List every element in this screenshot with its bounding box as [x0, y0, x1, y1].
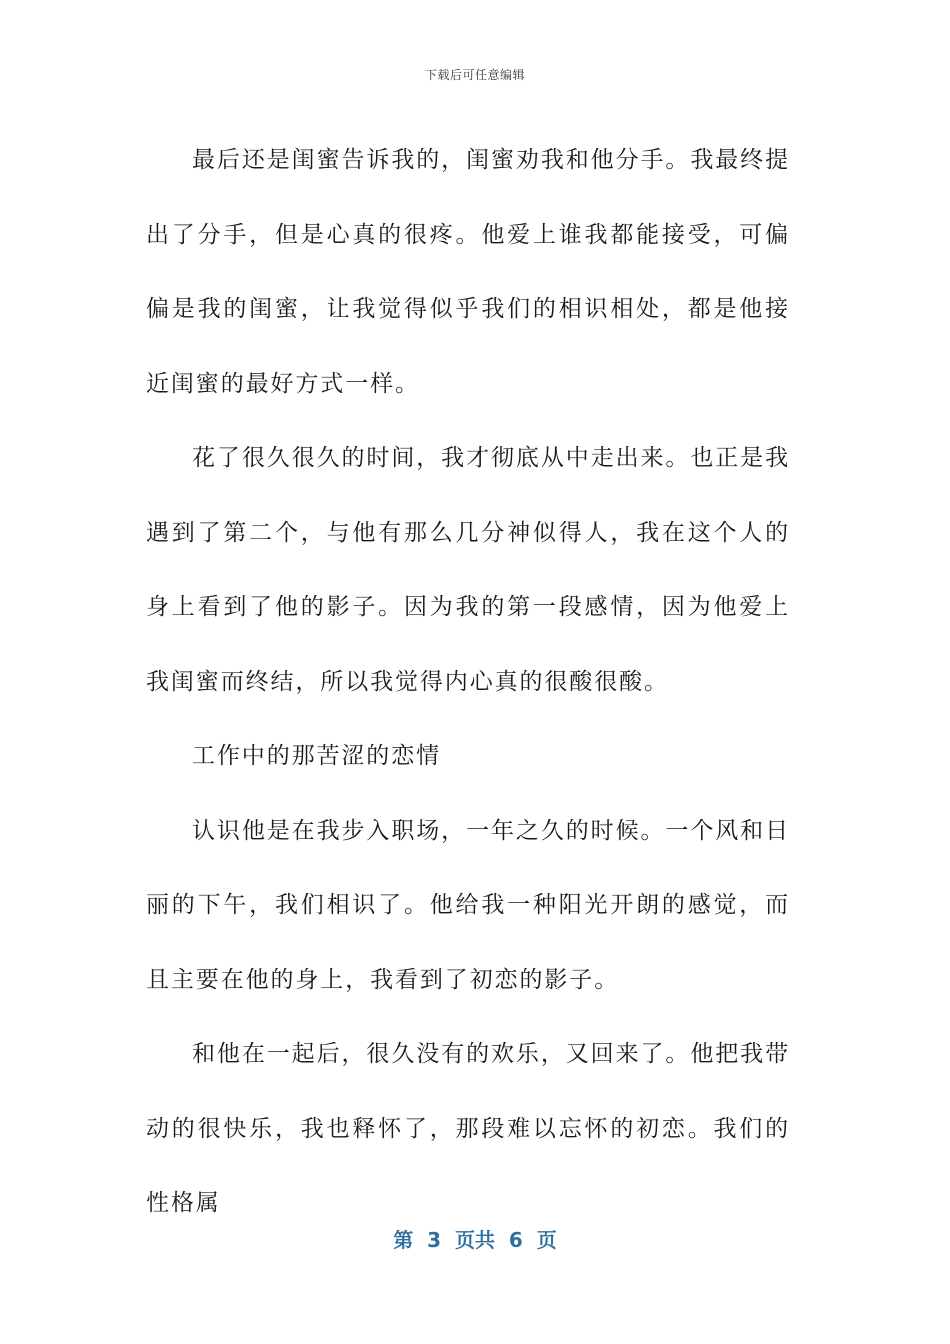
body-text: [146, 123, 790, 1241]
paragraph: 和他在一起后，很久没有的欢乐，又回来了。他把我带动的很快乐，我也释怀了，那段难以忘怀的初恋。我们的性格属: [146, 1041, 790, 1216]
page-number-footer: 第 3 页共 6 页: [393, 1228, 557, 1252]
paragraph: 认识他是在我步入职场，一年之久的时候。一个风和日丽的下午，我们相识了。他给我一种阳光开朗的感觉，而且主要在他的身上，我看到了初恋的影子。: [146, 817, 790, 993]
section-heading: 工作中的那苦涩的恋情: [192, 743, 441, 769]
paragraph: 最后还是闺蜜告诉我的，闺蜜劝我和他分手。我最终提出了分手，但是心真的很疼。他爱上谁我都能接受，可偏偏是我的闺蜜，让我觉得似乎我们的相识相处，都是他接近闺蜜的最好方式一样。: [146, 147, 790, 397]
paragraph: 花了很久很久的时间，我才彻底从中走出来。也正是我遇到了第二个，与他有那么几分神似得人，我在这个人的身上看到了他的影子。因为我的第一段感情，因为他爱上我闺蜜而终结，所以我觉得内心真的很酸很酸。: [146, 445, 790, 695]
header-note: 下载后可任意编辑: [424, 68, 525, 82]
